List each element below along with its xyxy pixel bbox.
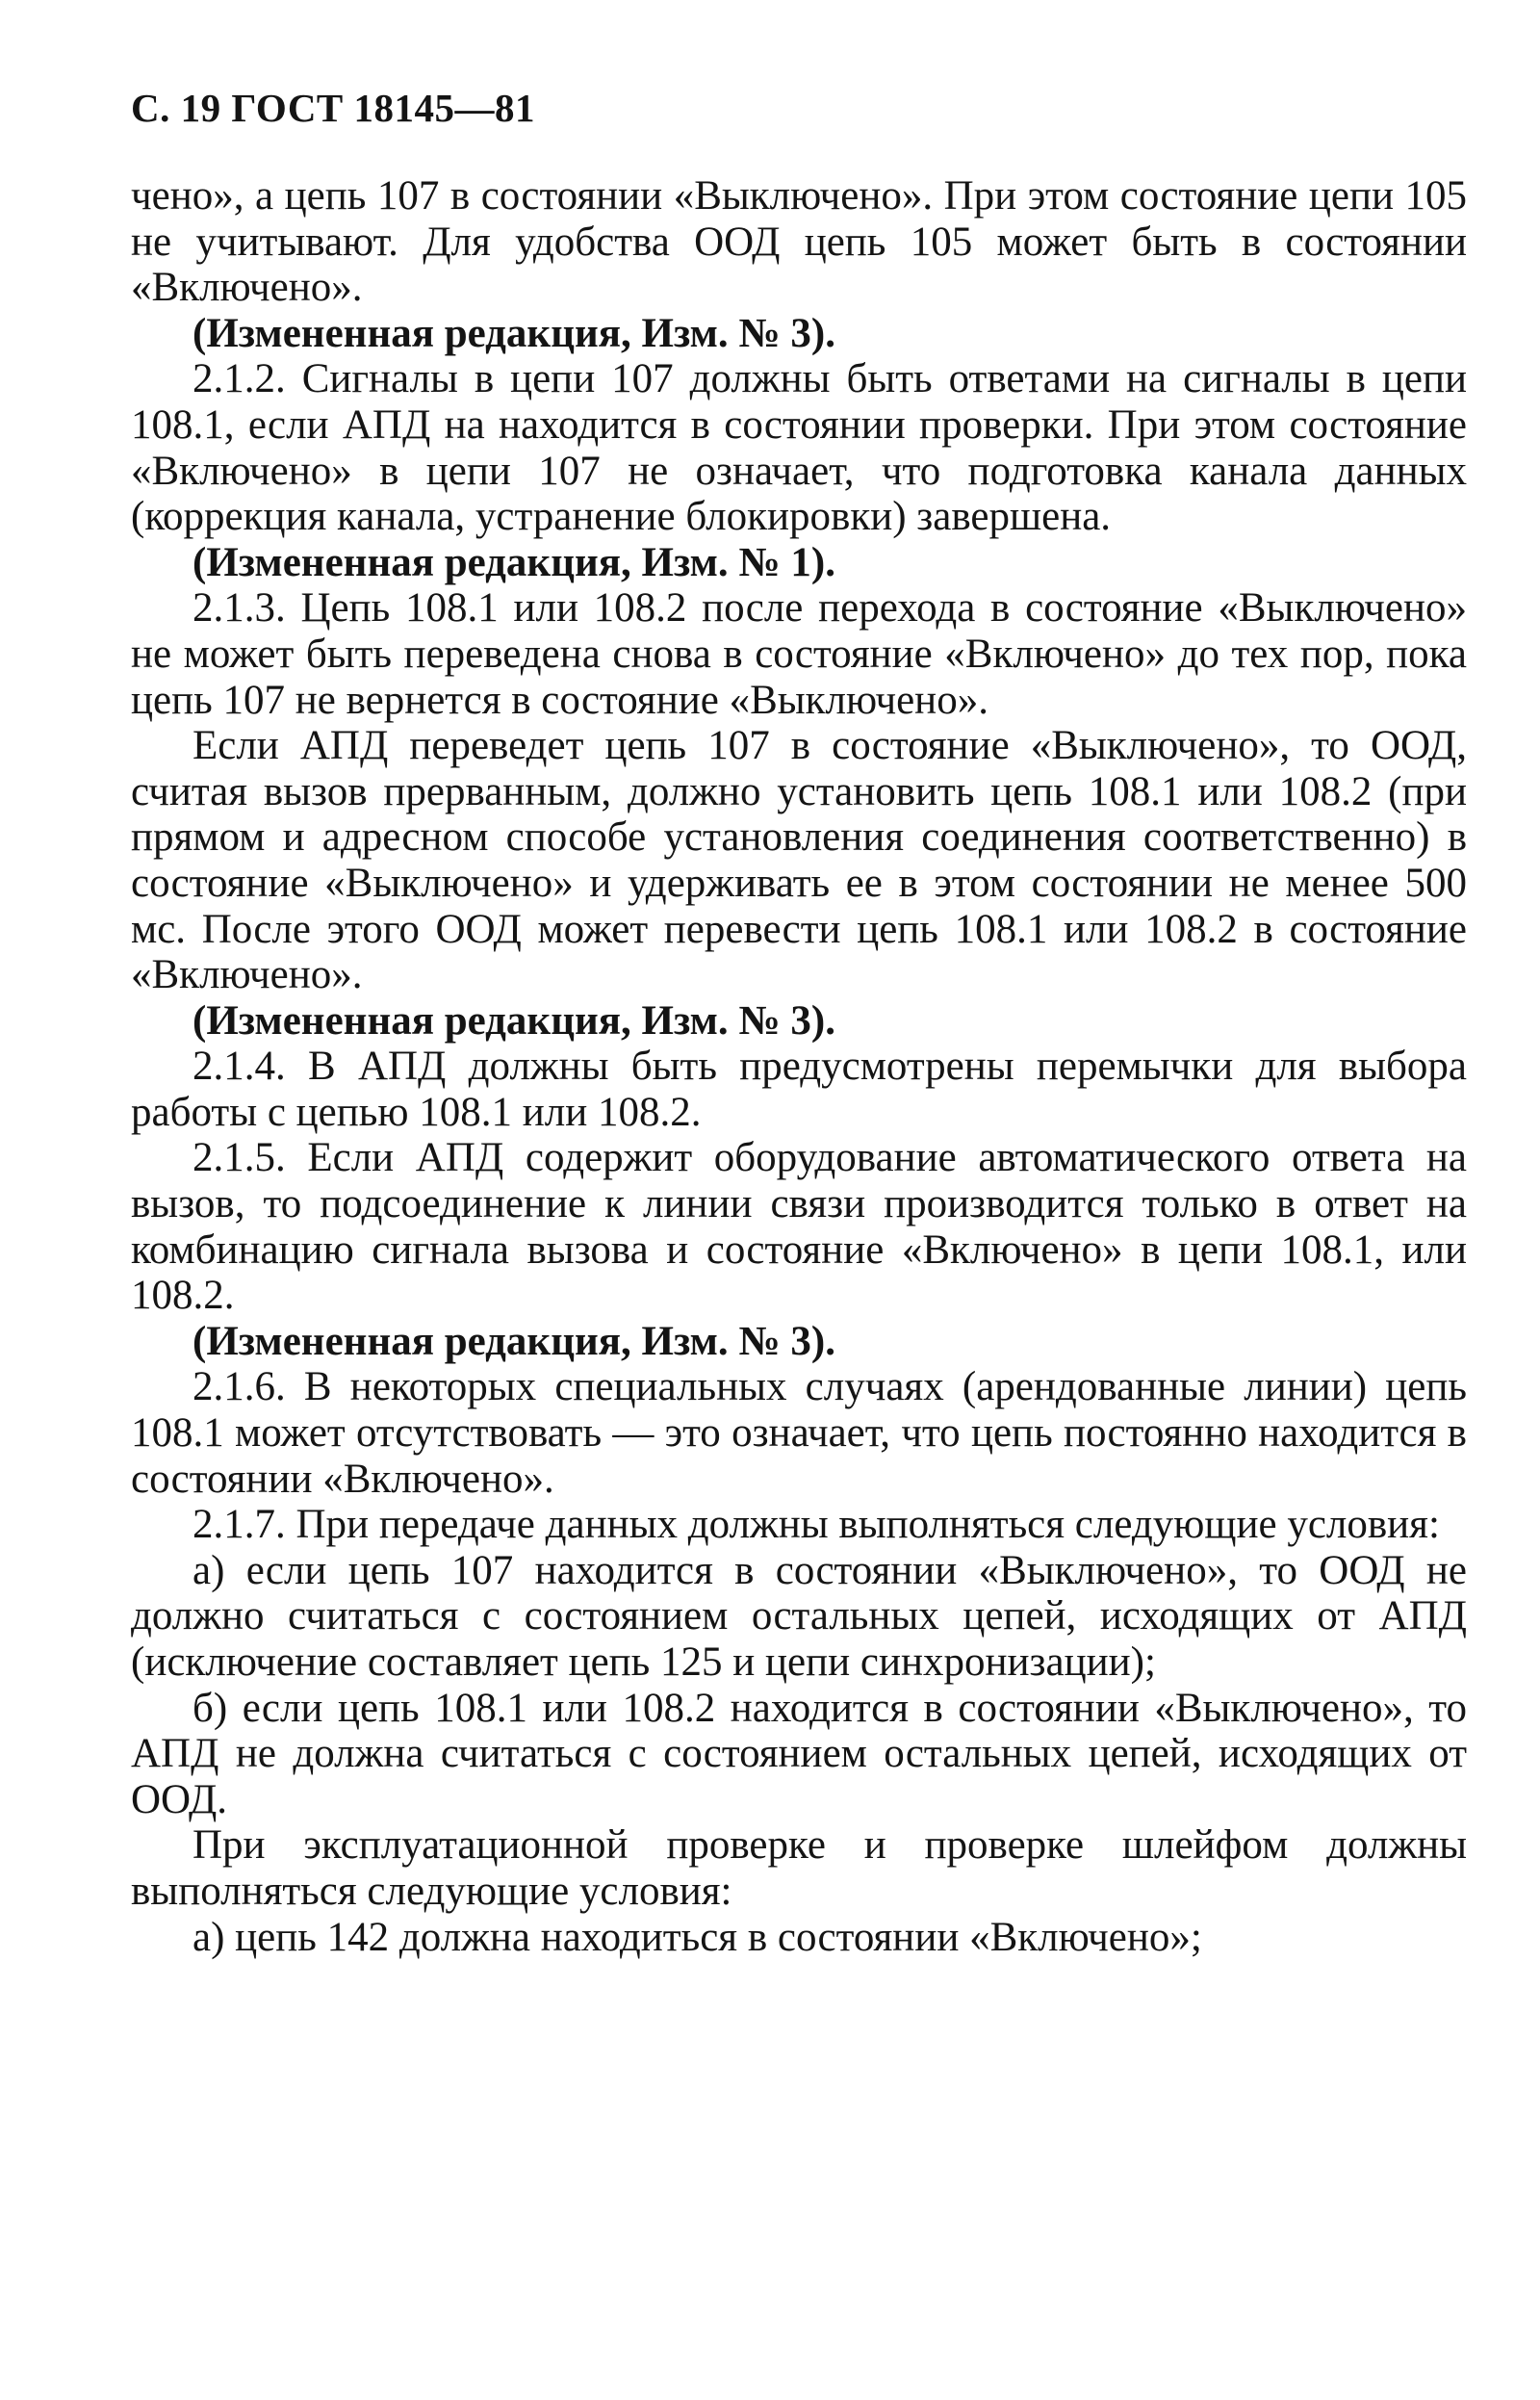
paragraph: а) если цепь 107 находится в состоянии «Выключено», то ООД не должно считаться с состоянием остальных цепей, исходящих от АПД (исключение составляет цепь 125 и цепи синхронизации); <box>131 1547 1467 1685</box>
paragraph: 2.1.2. Сигналы в цепи 107 должны быть ответами на сигналы в цепи 108.1, если АПД на находится в состоянии проверки. При этом состояние «Включено» в цепи 107 не означает, что подготовка канала данных (коррекция канала, устранение блокировки) завершена. <box>131 356 1467 540</box>
amendment-note: (Измененная редакция, Изм. № 3). <box>192 997 835 1044</box>
amendment-note: (Измененная редакция, Изм. № 3). <box>192 1318 835 1364</box>
page-header: С. 19 ГОСТ 18145—81 <box>131 86 536 130</box>
paragraph: б) если цепь 108.1 или 108.2 находится в состоянии «Выключено», то АПД не должна считаться с состоянием остальных цепей, исходящих от ООД. <box>131 1685 1467 1822</box>
paragraph: Если АПД переведет цепь 107 в состояние «Выключено», то ООД, считая вызов прерванным, должно установить цепь 108.1 или 108.2 (при прямом и адресном способе установления соединения соответственно) в состояние «Выключено» и удерживать ее в этом состоянии не менее 500 мс. После этого ООД может перевести цепь 108.1 или 108.2 в состояние «Включено». <box>131 723 1467 998</box>
document-body <box>131 173 1467 1960</box>
paragraph: 2.1.3. Цепь 108.1 или 108.2 после перехода в состояние «Выключено» не может быть переведена снова в состояние «Включено» до тех пор, пока цепь 107 не вернется в состояние «Выключено». <box>131 585 1467 723</box>
paragraph: 2.1.6. В некоторых специальных случаях (арендованные линии) цепь 108.1 может отсутствовать — это означает, что цепь постоянно находится в состоянии «Включено». <box>131 1364 1467 1502</box>
paragraph: а) цепь 142 должна находиться в состоянии «Включено»; <box>192 1914 1202 1960</box>
paragraph: При эксплуатационной проверке и проверке шлейфом должны выполняться следующие условия: <box>131 1822 1467 1914</box>
amendment-note: (Измененная редакция, Изм. № 1). <box>192 539 835 585</box>
paragraph: 2.1.4. В АПД должны быть предусмотрены перемычки для выбора работы с цепью 108.1 или 108.2. <box>131 1044 1467 1135</box>
paragraph: чено», а цепь 107 в состоянии «Выключено». При этом состояние цепи 105 не учитывают. Для удобства ООД цепь 105 может быть в состоянии «Включено». <box>131 173 1467 311</box>
paragraph: 2.1.7. При передаче данных должны выполняться следующие условия: <box>192 1502 1440 1548</box>
amendment-note: (Измененная редакция, Изм. № 3). <box>192 310 835 356</box>
paragraph: 2.1.5. Если АПД содержит оборудование автоматического ответа на вызов, то подсоединение к линии связи производится только в ответ на комбинацию сигнала вызова и состояние «Включено» в цепи 108.1, или 108.2. <box>131 1135 1467 1319</box>
